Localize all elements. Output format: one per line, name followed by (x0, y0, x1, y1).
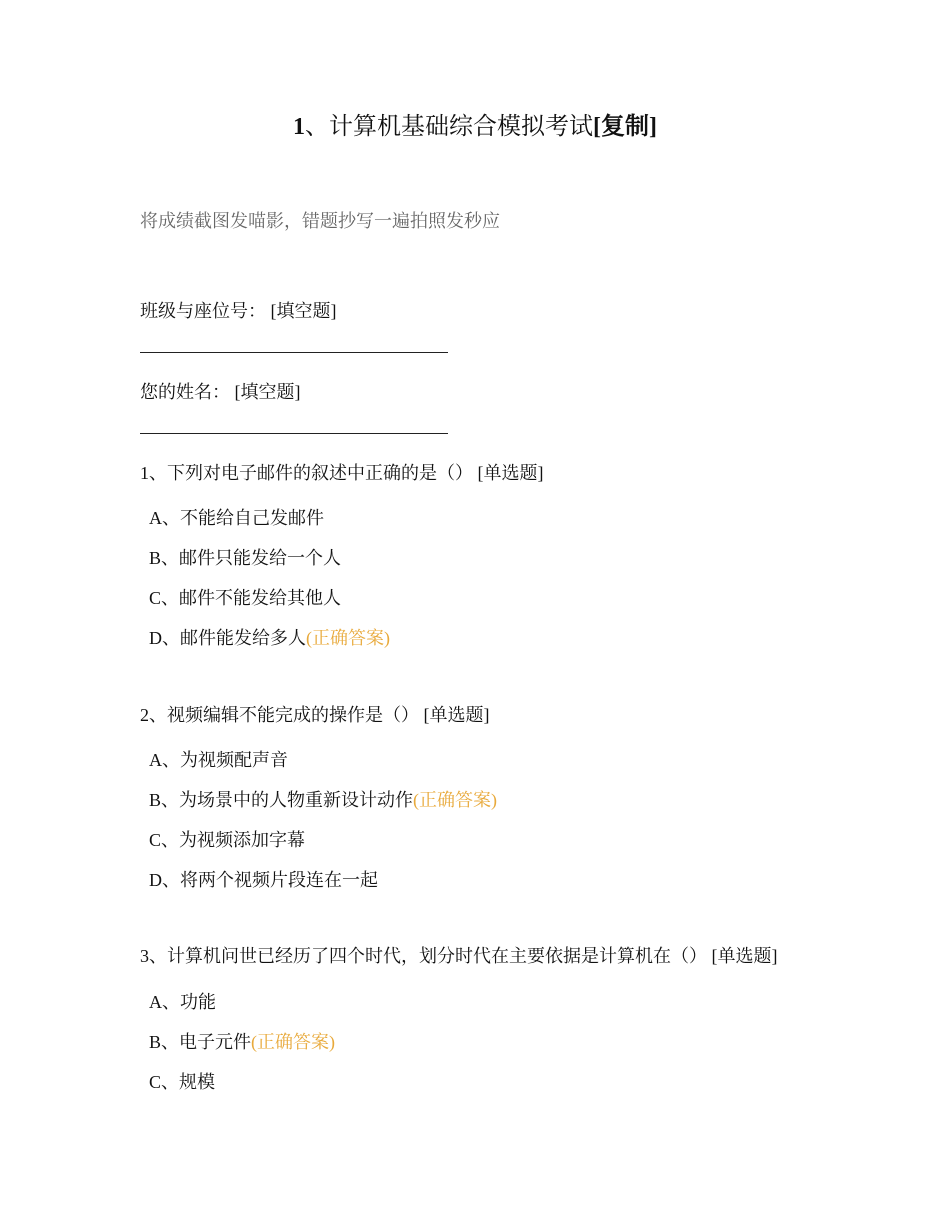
option-text: C、规模 (149, 1072, 216, 1092)
page-title (0, 110, 950, 144)
question-1-option-c[interactable] (149, 585, 341, 611)
question-2-option-c[interactable] (149, 827, 305, 853)
question-text: 2、视频编辑不能完成的操作是（） (140, 705, 419, 725)
option-text: B、邮件只能发给一个人 (149, 548, 342, 568)
option-text: D、邮件能发给多人 (149, 628, 306, 648)
question-3 (140, 943, 778, 969)
correct-answer-marker: (正确答案) (413, 790, 498, 810)
question-1-option-b[interactable] (149, 545, 341, 571)
field-name-label (140, 379, 301, 405)
question-1-option-a[interactable] (149, 505, 324, 531)
question-text: 1、下列对电子邮件的叙述中正确的是（） (140, 463, 473, 483)
question-1-option-d[interactable] (149, 625, 390, 651)
question-3-option-a[interactable] (149, 989, 216, 1015)
correct-answer-marker: (正确答案) (306, 628, 390, 648)
question-2-option-a[interactable] (149, 747, 288, 773)
question-type-tag: [单选题] (711, 946, 778, 966)
survey-subtitle: 将成绩截图发喵影，错题抄写一遍拍照发秒应 (140, 211, 500, 231)
option-text: A、功能 (149, 992, 216, 1012)
option-text: D、将两个视频片段连在一起 (149, 870, 378, 890)
title-number: 1 (293, 114, 305, 140)
option-text: A、为视频配声音 (149, 750, 288, 770)
field-label-text: 班级与座位号： (140, 301, 266, 321)
question-type-tag: [单选题] (477, 463, 544, 483)
field-type-tag: [填空题] (270, 301, 337, 321)
title-text: 、计算机基础综合模拟考试 (305, 114, 593, 140)
correct-answer-marker: (正确答案) (251, 1032, 336, 1052)
question-2-option-d[interactable] (149, 867, 378, 893)
question-type-tag: [单选题] (423, 705, 490, 725)
option-text: A、不能给自己发邮件 (149, 508, 324, 528)
question-1 (140, 460, 544, 486)
question-3-option-c[interactable] (149, 1069, 215, 1095)
field-class-seat-answer-line[interactable] (140, 352, 448, 353)
option-text: C、为视频添加字幕 (149, 830, 306, 850)
field-label-text: 您的姓名： (140, 382, 230, 402)
question-2 (140, 702, 490, 728)
field-class-seat-label (140, 298, 337, 324)
question-text: 3、计算机问世已经历了四个时代，划分时代在主要依据是计算机在（） (140, 946, 707, 966)
question-3-option-b[interactable] (149, 1029, 335, 1055)
option-text: B、电子元件 (149, 1032, 252, 1052)
title-copy-tag: [复制] (593, 114, 657, 140)
option-text: B、为场景中的人物重新设计动作 (149, 790, 414, 810)
question-2-option-b[interactable] (149, 787, 497, 813)
field-type-tag: [填空题] (234, 382, 301, 402)
option-text: C、邮件不能发给其他人 (149, 588, 342, 608)
field-name-answer-line[interactable] (140, 433, 448, 434)
